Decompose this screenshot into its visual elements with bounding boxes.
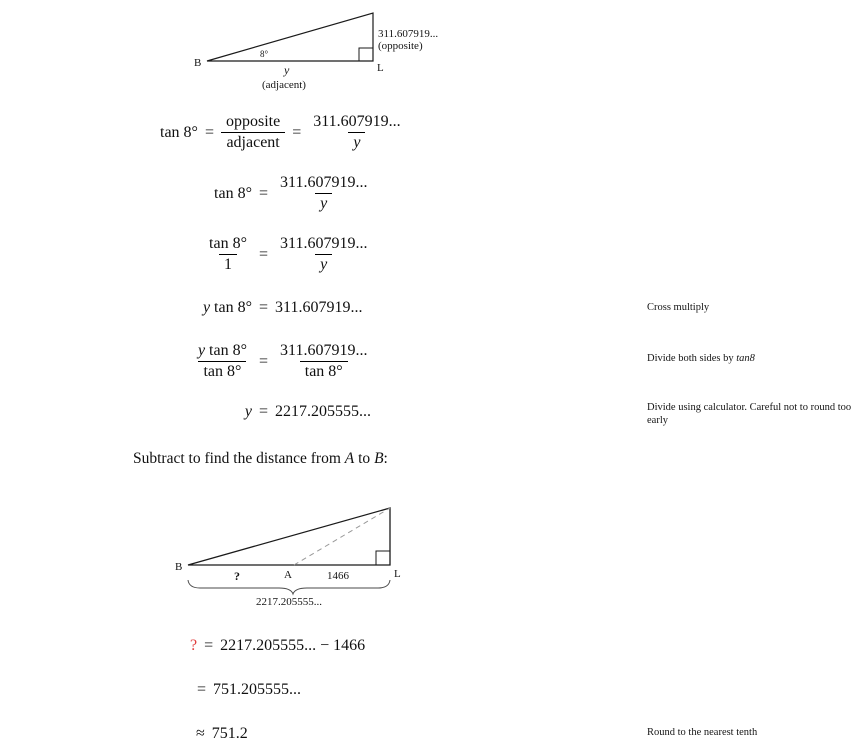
variable-b: B bbox=[374, 450, 384, 467]
equation-rounded-result bbox=[196, 725, 248, 743]
triangle-diagram-top bbox=[180, 5, 450, 100]
fraction-opposite-over-y bbox=[308, 112, 405, 153]
fraction-opposite-over-y bbox=[275, 234, 372, 275]
tan-term: tan 8° bbox=[209, 342, 247, 359]
annotation-divide-calculator: Divide using calculator. Careful not to round too early bbox=[647, 402, 852, 426]
triangle-bottom-outline bbox=[188, 508, 390, 565]
segment-al-value: 1466 bbox=[327, 570, 349, 582]
annotation-text: Divide both sides by bbox=[647, 353, 737, 364]
sentence-text: to bbox=[354, 450, 375, 467]
fraction-tan-over-one bbox=[204, 234, 252, 275]
fraction-denominator: tan 8° bbox=[300, 361, 348, 382]
fraction-opposite-adjacent bbox=[221, 112, 285, 153]
subtract-sentence bbox=[133, 450, 388, 468]
eq4-rhs: 311.607919... bbox=[275, 299, 363, 316]
triangle-diagram-bottom bbox=[160, 498, 422, 613]
eq1-lhs: tan 8° bbox=[160, 123, 198, 141]
fraction-numerator: 311.607919... bbox=[280, 235, 368, 252]
vertex-l-label: L bbox=[377, 62, 384, 74]
sentence-text: Subtract to find the distance from bbox=[133, 450, 345, 467]
fraction-opposite-over-tan bbox=[275, 341, 372, 382]
equals-sign: = bbox=[204, 123, 214, 141]
equals-sign: = bbox=[204, 637, 214, 654]
right-angle-mark bbox=[359, 48, 373, 61]
equation-tan-over-one bbox=[130, 234, 372, 275]
fraction-numerator: 311.607919... bbox=[280, 174, 368, 191]
equation-subtraction bbox=[190, 637, 365, 655]
annotation-divide-both-sides bbox=[647, 353, 865, 366]
total-distance-label: 2217.205555... bbox=[256, 596, 322, 608]
adjacent-caption-label: (adjacent) bbox=[262, 79, 306, 91]
triangle-top-outline bbox=[207, 13, 373, 61]
fraction-numerator: 311.607919... bbox=[280, 342, 368, 359]
subtraction-expression: 2217.205555... − 1466 bbox=[220, 637, 366, 654]
equation-subtraction-result bbox=[197, 681, 301, 699]
equation-cross-multiplied bbox=[130, 299, 362, 317]
opposite-caption-label: (opposite) bbox=[378, 40, 423, 52]
annotation-round-tenth: Round to the nearest tenth bbox=[647, 727, 758, 738]
fraction-numerator: 311.607919... bbox=[313, 113, 401, 130]
fraction-denominator: y bbox=[315, 193, 332, 214]
unknown-distance-label: ? bbox=[234, 569, 240, 583]
eq6-rhs: 2217.205555... bbox=[275, 403, 372, 420]
annotation-cross-multiply: Cross multiply bbox=[647, 302, 710, 313]
underbrace bbox=[188, 580, 390, 594]
fraction-denominator: tan 8° bbox=[198, 361, 246, 382]
fraction-numerator: opposite bbox=[225, 113, 281, 130]
equation-divide-both-sides bbox=[130, 341, 372, 382]
equals-sign: = bbox=[259, 403, 269, 420]
opposite-value-label: 311.607919... bbox=[378, 28, 439, 40]
point-a-label: A bbox=[284, 569, 292, 581]
variable-y: y bbox=[202, 299, 211, 316]
fraction-denominator: 1 bbox=[219, 254, 237, 275]
equation-tan-definition bbox=[160, 112, 406, 153]
equation-tan-value bbox=[130, 173, 372, 214]
variable-a: A bbox=[344, 450, 355, 467]
fraction-numerator: tan 8° bbox=[209, 235, 247, 252]
y-tan-term bbox=[203, 299, 252, 317]
rounded-value: 751.2 bbox=[211, 725, 248, 742]
adjacent-variable-label: y bbox=[284, 63, 290, 77]
right-angle-mark bbox=[376, 551, 390, 565]
annotation-tan-term: tan8 bbox=[736, 353, 755, 364]
equals-sign: = bbox=[259, 299, 269, 316]
fraction-denominator: y bbox=[348, 132, 365, 153]
variable-y: y bbox=[197, 342, 206, 359]
approx-sign: ≈ bbox=[196, 725, 205, 742]
result-value: 751.205555... bbox=[213, 681, 302, 698]
equals-sign: = bbox=[259, 245, 269, 263]
vertex-l-label: L bbox=[394, 568, 401, 580]
eq2-lhs: tan 8° bbox=[214, 184, 252, 202]
fraction-denominator: adjacent bbox=[221, 132, 284, 153]
fraction-opposite-over-y bbox=[275, 173, 372, 214]
equation-y-result bbox=[130, 403, 371, 421]
fraction-denominator: y bbox=[315, 254, 332, 275]
vertex-b-label: B bbox=[175, 561, 183, 573]
equals-sign: = bbox=[259, 184, 269, 202]
equals-sign: = bbox=[197, 681, 207, 698]
angle-label: 8° bbox=[260, 49, 269, 59]
tan-term: tan 8° bbox=[214, 299, 252, 316]
equals-sign: = bbox=[292, 123, 302, 141]
sentence-text: : bbox=[383, 450, 388, 467]
unknown-question-mark: ? bbox=[190, 637, 198, 654]
fraction-ytan-over-tan bbox=[193, 341, 252, 382]
vertex-b-label: B bbox=[194, 57, 202, 69]
variable-y: y bbox=[244, 403, 252, 420]
fraction-numerator bbox=[193, 341, 252, 361]
equals-sign: = bbox=[259, 352, 269, 370]
